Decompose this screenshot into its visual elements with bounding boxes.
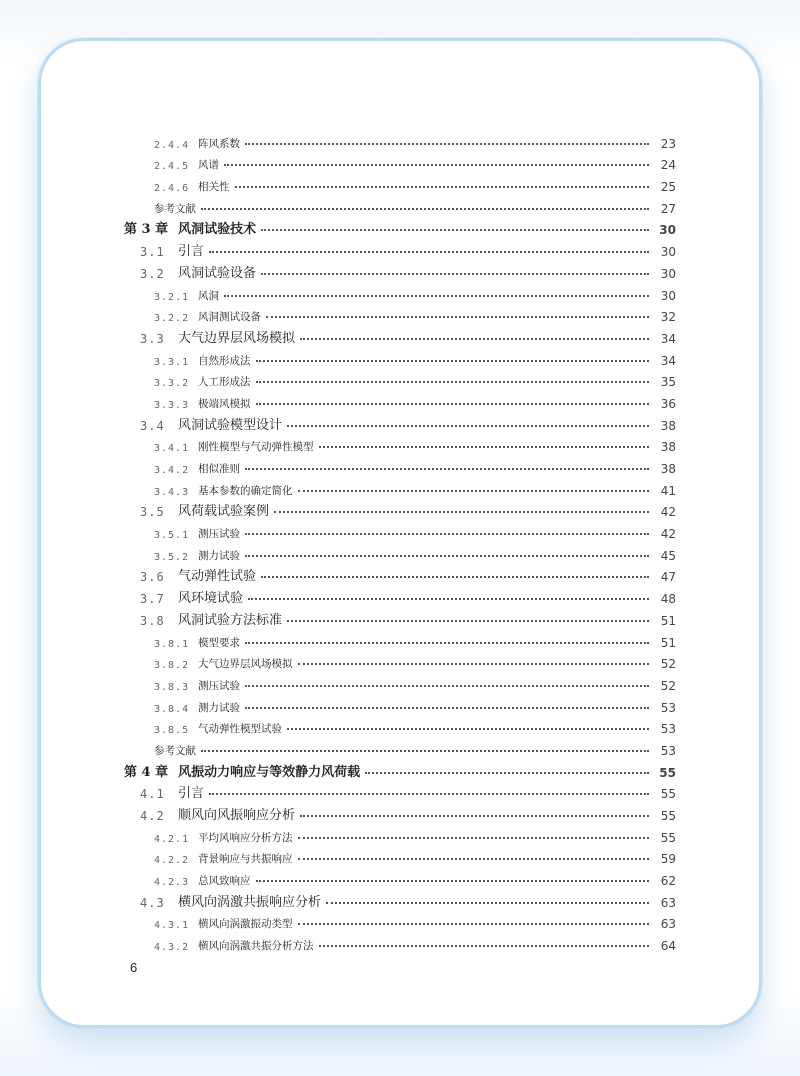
toc-section-entry[interactable]: [124, 498, 676, 520]
toc-entry-number: 4.2.3: [154, 877, 190, 889]
toc-entry-title: 风洞试验模型设计: [178, 417, 283, 433]
toc-entry-number: 2.4.4: [154, 139, 190, 151]
dot-leader: [256, 403, 650, 405]
toc-subsection-entry[interactable]: [124, 368, 676, 390]
toc-section-entry[interactable]: [124, 259, 676, 281]
toc-entry-title: 风振动力响应与等效静力风荷载: [178, 764, 361, 780]
dot-leader: [261, 229, 649, 231]
toc-entry-title: 极端风模拟: [198, 397, 251, 410]
toc-entry-page: 47: [660, 570, 676, 585]
toc-entry-number: 3.6: [140, 570, 165, 585]
toc-entry-title: 相似准则: [198, 463, 240, 475]
dot-leader: [287, 728, 649, 730]
toc-entry-page: 30: [660, 266, 676, 281]
dot-leader: [326, 902, 649, 904]
toc-entry-number: 3.8: [140, 613, 165, 628]
toc-subsection-entry[interactable]: [124, 845, 676, 867]
dot-leader: [298, 858, 650, 860]
toc-entry-page: 35: [660, 375, 676, 390]
toc-entry-page: 55: [660, 809, 676, 823]
toc-section-entry[interactable]: [124, 411, 676, 433]
toc-entry-title: 阵风系数: [198, 137, 240, 150]
toc-entry-page: 42: [660, 505, 676, 520]
toc-entry-title: 气动弹性试验: [178, 569, 257, 585]
toc-subsection-entry[interactable]: [124, 671, 676, 693]
toc-entry-page: 34: [660, 331, 676, 346]
toc-entry-title: 引言: [178, 244, 205, 260]
toc-chapter-entry[interactable]: [124, 216, 676, 238]
dot-leader: [287, 425, 649, 427]
toc-entry-page: 30: [659, 223, 676, 238]
toc-section-entry[interactable]: [124, 780, 676, 802]
toc-entry-number: 4.3: [140, 895, 165, 910]
toc-entry-number: 3.2.1: [154, 291, 190, 303]
toc-subsection-entry[interactable]: [124, 910, 676, 932]
toc-entry-number: 3.4.3: [154, 486, 190, 498]
toc-subsection-entry[interactable]: [124, 281, 676, 303]
toc-entry-number: 3.3.1: [154, 356, 190, 368]
dot-leader: [245, 685, 649, 687]
dot-leader: [248, 598, 649, 600]
toc-entry-title: 横风向涡激振动类型: [198, 918, 293, 931]
toc-entry-page: 24: [660, 158, 676, 173]
toc-entry-page: 59: [660, 852, 676, 867]
toc-entry-page: 53: [660, 743, 676, 758]
toc-entry-title: 气动弹性模型试验: [198, 723, 282, 736]
toc-entry-page: 62: [660, 874, 676, 889]
toc-entry-number: 2.4.6: [154, 183, 190, 195]
toc-entry-page: 53: [660, 722, 676, 737]
toc-entry-page: 42: [660, 527, 676, 542]
toc-subsection-entry[interactable]: [124, 129, 676, 151]
toc-entry-page: 51: [660, 635, 676, 650]
toc-section-entry[interactable]: [124, 584, 676, 606]
toc-entry-page: 30: [660, 245, 676, 260]
toc-entry-page: 63: [660, 895, 676, 910]
toc-entry-number: 3.8.1: [154, 638, 190, 650]
toc-entry-title: 参考文献: [154, 744, 196, 757]
toc-entry-title: 风荷载试验案例: [178, 504, 270, 520]
toc-entry-page: 23: [660, 136, 676, 151]
toc-entry-page: 38: [660, 418, 676, 433]
toc-entry-number: 3.5.2: [154, 551, 190, 563]
toc-entry-title: 自然形成法: [198, 354, 251, 367]
toc-entry-page: 38: [660, 440, 676, 455]
toc-entry-title: 测力试验: [198, 549, 240, 562]
toc-entry-number: 3.2: [140, 266, 165, 281]
dot-leader: [235, 186, 650, 188]
toc-entry-number: 第 4 章: [124, 764, 169, 780]
dot-leader: [245, 143, 649, 145]
toc-entry-number: 3.4.2: [154, 465, 190, 476]
page-number: 6: [130, 960, 138, 975]
toc-entry-page: 48: [660, 592, 676, 607]
toc-entry-title: 风谱: [198, 159, 219, 172]
toc-entry-number: 3.5.1: [154, 530, 190, 542]
dot-leader: [209, 251, 649, 253]
dot-leader: [287, 620, 649, 622]
toc-entry-title: 参考文献: [154, 202, 196, 215]
toc-entry-title: 总风致响应: [198, 875, 251, 888]
toc-entry-title: 风环境试验: [178, 591, 244, 607]
toc-entry-number: 3.8.3: [154, 681, 190, 693]
toc-entry-number: 3.8.2: [154, 660, 190, 672]
toc-subsection-entry[interactable]: [124, 151, 676, 173]
toc-entry-number: 4.2: [140, 809, 165, 823]
toc-entry-number: 3.8.4: [154, 703, 190, 715]
toc-entry-title: 风洞试验方法标准: [178, 612, 283, 628]
toc-subsection-entry[interactable]: [124, 931, 676, 953]
toc-subsection-entry[interactable]: [124, 650, 676, 672]
dot-leader: [266, 316, 649, 318]
toc-entry-page: 30: [660, 288, 676, 303]
toc-entry-page: 38: [660, 462, 676, 476]
toc-entry-number: 4.2.2: [154, 855, 190, 867]
dot-leader: [224, 164, 649, 166]
toc-entry-number: 4.2.1: [154, 833, 190, 845]
dot-leader: [298, 837, 650, 839]
toc-entry-number: 3.4.1: [154, 443, 190, 455]
toc-entry-number: 3.8.5: [154, 725, 190, 737]
dot-leader: [256, 880, 650, 882]
toc-subsection-entry[interactable]: [124, 628, 676, 650]
toc-subsection-entry[interactable]: [124, 823, 676, 845]
toc-entry-number: 4.1: [140, 787, 165, 802]
toc-entry-page: 36: [660, 396, 676, 411]
dot-leader: [298, 663, 650, 665]
dot-leader: [319, 446, 650, 448]
dot-leader: [261, 576, 649, 578]
toc-entry-title: 引言: [178, 786, 205, 802]
toc-subsection-entry[interactable]: [124, 715, 676, 737]
toc-section-entry[interactable]: [124, 324, 676, 346]
toc-entry-title: 风洞试验设备: [178, 265, 257, 281]
toc-entry-page: 34: [660, 353, 676, 368]
toc-entry-title: 模型要求: [198, 636, 240, 649]
toc-entry-number: 第 3 章: [124, 222, 169, 238]
toc-section-entry[interactable]: [124, 237, 676, 259]
toc-entry-title: 风洞试验技术: [178, 222, 257, 238]
toc-subsection-entry[interactable]: [124, 433, 676, 455]
toc-entry-title: 人工形成法: [198, 376, 251, 389]
toc-references-entry[interactable]: [124, 736, 676, 758]
toc-subsection-entry[interactable]: [124, 172, 676, 194]
dot-leader: [245, 468, 649, 470]
dot-leader: [224, 295, 649, 297]
toc-subsection-entry[interactable]: [124, 519, 676, 541]
toc-entry-page: 32: [660, 310, 676, 325]
toc-entry-title: 相关性: [198, 181, 230, 194]
toc-entry-title: 测压试验: [198, 528, 240, 541]
toc-entry-number: 4.3.2: [154, 942, 190, 954]
toc-entry-title: 大气边界层风场模拟: [178, 330, 296, 346]
toc-entry-page: 25: [660, 180, 676, 195]
toc-subsection-entry[interactable]: [124, 389, 676, 411]
toc-entry-title: 刚性模型与气动弹性模型: [198, 441, 314, 454]
toc-entry-page: 41: [660, 483, 676, 498]
toc-subsection-entry[interactable]: [124, 866, 676, 888]
toc-entry-page: 27: [660, 201, 676, 216]
toc-subsection-entry[interactable]: [124, 693, 676, 715]
toc-entry-title: 测力试验: [198, 701, 240, 714]
toc-entry-page: 45: [660, 548, 676, 563]
dot-leader: [245, 533, 649, 535]
dot-leader: [201, 750, 649, 752]
toc-entry-page: 53: [660, 700, 676, 715]
toc-entry-number: 4.3.1: [154, 920, 190, 932]
toc-entry-title: 横风向涡激共振分析方法: [198, 940, 314, 953]
toc-entry-number: 3.7: [140, 592, 165, 607]
toc-entry-number: 3.3.3: [154, 399, 190, 411]
toc-section-entry[interactable]: [124, 606, 676, 628]
toc-entry-title: 平均风响应分析方法: [198, 831, 293, 844]
toc-entry-title: 大气边界层风场模拟: [198, 658, 293, 671]
toc-entry-page: 63: [660, 917, 676, 932]
toc-subsection-entry[interactable]: [124, 346, 676, 368]
toc-entry-number: 3.1: [140, 245, 165, 260]
dot-leader: [209, 793, 649, 795]
toc-entry-title: 顺风向风振响应分析: [178, 808, 296, 823]
toc-section-entry[interactable]: [124, 888, 676, 910]
toc-entry-page: 64: [660, 939, 676, 954]
dot-leader: [245, 555, 649, 557]
table-of-contents: [124, 129, 676, 953]
dot-leader: [298, 490, 650, 492]
toc-subsection-entry[interactable]: [124, 541, 676, 563]
toc-entry-title: 基本参数的确定简化: [198, 484, 293, 497]
toc-references-entry[interactable]: [124, 194, 676, 216]
toc-entry-number: 3.3: [140, 331, 165, 346]
dot-leader: [256, 360, 650, 362]
dot-leader: [245, 707, 649, 709]
toc-section-entry[interactable]: [124, 563, 676, 585]
toc-entry-title: 横风向涡激共振响应分析: [178, 894, 322, 910]
toc-entry-page: 55: [660, 830, 676, 845]
toc-subsection-entry[interactable]: [124, 303, 676, 325]
dot-leader: [300, 338, 649, 340]
toc-entry-title: 风洞: [198, 289, 219, 302]
dot-leader: [319, 945, 650, 947]
dot-leader: [261, 273, 649, 275]
dot-leader: [298, 923, 650, 925]
toc-chapter-entry[interactable]: [124, 758, 676, 780]
toc-entry-page: 55: [660, 787, 676, 802]
toc-section-entry[interactable]: [124, 801, 676, 823]
toc-entry-number: 2.4.5: [154, 161, 190, 173]
toc-subsection-entry[interactable]: [124, 476, 676, 498]
toc-subsection-entry[interactable]: [124, 454, 676, 476]
dot-leader: [274, 511, 649, 513]
toc-entry-page: 52: [660, 678, 676, 693]
dot-leader: [245, 642, 649, 644]
dot-leader: [201, 208, 649, 210]
toc-entry-title: 风洞测试设备: [198, 311, 261, 324]
toc-entry-title: 测压试验: [198, 679, 240, 692]
toc-entry-page: 52: [660, 657, 676, 672]
toc-entry-number: 3.2.2: [154, 313, 190, 325]
toc-entry-title: 背景响应与共振响应: [198, 853, 293, 866]
dot-leader: [300, 815, 649, 817]
dot-leader: [256, 381, 650, 383]
toc-entry-page: 55: [659, 765, 676, 780]
toc-entry-number: 3.4: [140, 418, 165, 433]
toc-entry-number: 3.5: [140, 505, 165, 520]
dot-leader: [365, 772, 649, 774]
toc-entry-page: 51: [660, 613, 676, 628]
toc-entry-number: 3.3.2: [154, 378, 190, 390]
